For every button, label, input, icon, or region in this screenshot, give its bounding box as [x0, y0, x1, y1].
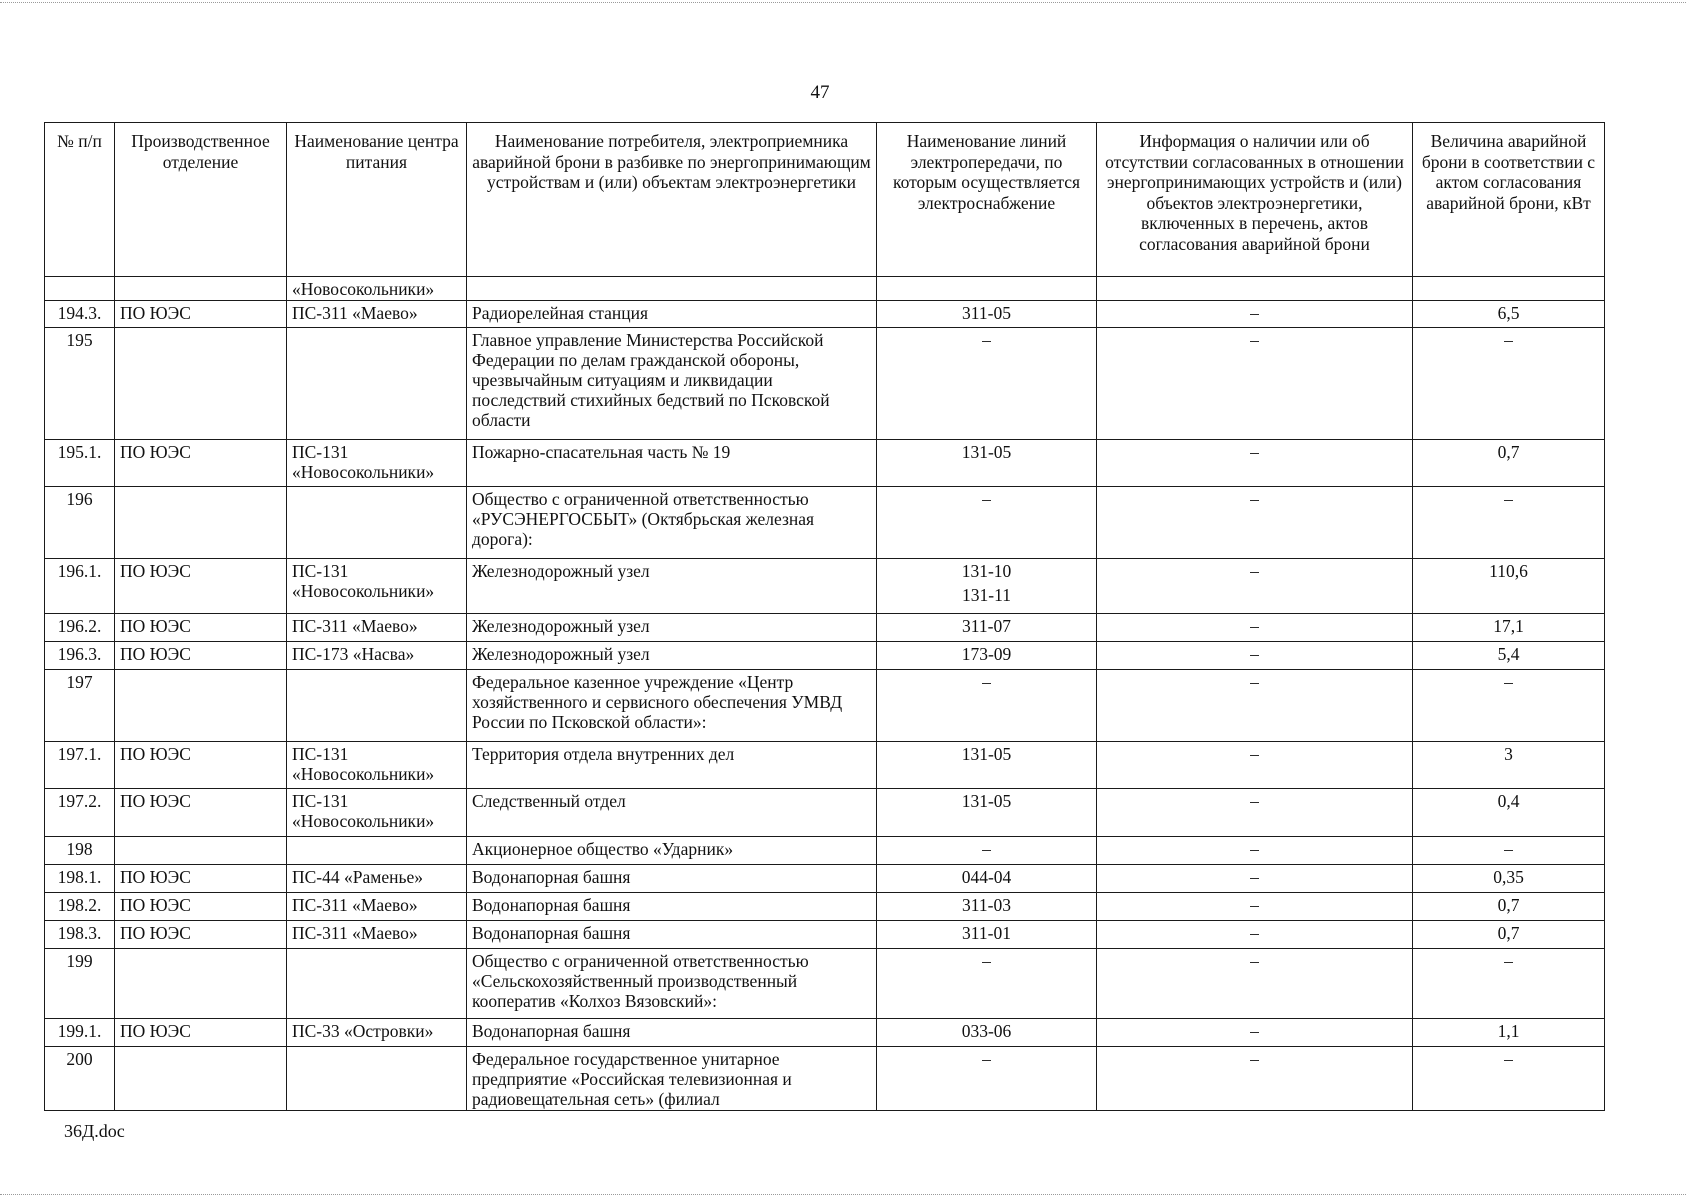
cell-department: ПО ЮЭС	[115, 789, 287, 837]
power-line-code: 131-05	[961, 744, 1012, 764]
cell-power-lines	[877, 277, 1097, 301]
cell-department: ПО ЮЭС	[115, 614, 287, 642]
power-line-code: –	[982, 330, 991, 350]
cell-department	[115, 487, 287, 559]
page-number: 47	[810, 82, 830, 103]
cell-power-lines	[877, 742, 1097, 789]
cell-power-lines	[877, 949, 1097, 1019]
table-row	[45, 328, 1605, 440]
cell-department: ПО ЮЭС	[115, 921, 287, 949]
cell-agreement-info: –	[1097, 1019, 1413, 1047]
footer-filename: 36Д.doc	[64, 1121, 125, 1141]
power-line-code: –	[982, 672, 991, 692]
cell-department: ПО ЮЭС	[115, 1019, 287, 1047]
power-line-code: –	[982, 839, 991, 859]
cell-num: 196.1.	[45, 559, 115, 614]
cell-reserve-value: –	[1413, 487, 1605, 559]
cell-reserve-value: 0,7	[1413, 440, 1605, 487]
cell-power-lines	[877, 837, 1097, 865]
cell-reserve-value: 0,7	[1413, 921, 1605, 949]
cell-reserve-value: –	[1413, 1047, 1605, 1111]
cell-department: ПО ЮЭС	[115, 559, 287, 614]
cell-agreement-info: –	[1097, 865, 1413, 893]
header-consumer: Наименование потребителя, электроприемника аварийной брони в разбивке по энергопринимающим устройствам и (или) объектам электроэнергетики	[467, 123, 877, 277]
cell-power-lines	[877, 921, 1097, 949]
cell-reserve-value: 0,4	[1413, 789, 1605, 837]
cell-consumer: Акционерное общество «Ударник»	[467, 837, 877, 865]
cell-agreement-info: –	[1097, 1047, 1413, 1111]
header-power-center: Наименование центра питания	[287, 123, 467, 277]
table-row	[45, 837, 1605, 865]
table-row	[45, 865, 1605, 893]
cell-num: 199.1.	[45, 1019, 115, 1047]
table-row	[45, 1047, 1605, 1111]
cell-num: 198.1.	[45, 865, 115, 893]
cell-reserve-value: 1,1	[1413, 1019, 1605, 1047]
cell-power-center: ПС-311 «Маево»	[287, 301, 467, 328]
cell-consumer: Радиорелейная станция	[467, 301, 877, 328]
power-line-code: 033-06	[961, 1021, 1012, 1041]
table-row	[45, 487, 1605, 559]
cell-agreement-info: –	[1097, 949, 1413, 1019]
power-line-code: 131-10	[961, 561, 1012, 581]
scan-edge-top	[0, 2, 1686, 3]
power-line-code: –	[982, 1049, 991, 1069]
cell-power-lines	[877, 1047, 1097, 1111]
cell-consumer	[467, 277, 877, 301]
cell-power-center	[287, 670, 467, 742]
cell-department	[115, 949, 287, 1019]
cell-reserve-value: 110,6	[1413, 559, 1605, 614]
cell-agreement-info: –	[1097, 440, 1413, 487]
cell-agreement-info: –	[1097, 837, 1413, 865]
cell-power-center: ПС-311 «Маево»	[287, 614, 467, 642]
cell-num: 197.1.	[45, 742, 115, 789]
cell-reserve-value	[1413, 277, 1605, 301]
table-row	[45, 614, 1605, 642]
cell-power-center	[287, 949, 467, 1019]
cell-power-center: ПС-311 «Маево»	[287, 893, 467, 921]
power-line-code: 131-05	[961, 442, 1012, 462]
table-row	[45, 670, 1605, 742]
cell-power-lines	[877, 559, 1097, 614]
header-department: Производственное отделение	[115, 123, 287, 277]
cell-power-lines	[877, 487, 1097, 559]
table-row	[45, 440, 1605, 487]
table-row	[45, 742, 1605, 789]
cell-num: 199	[45, 949, 115, 1019]
cell-num: 200	[45, 1047, 115, 1111]
power-line-code: 173-09	[961, 644, 1012, 664]
header-agreement-info: Информация о наличии или об отсутствии согласованных в отношении энергопринимающих устройств и (или) объектов электроэнергетики, включенных в перечень, актов согласования аварийной брони	[1097, 123, 1413, 277]
cell-consumer: Следственный отдел	[467, 789, 877, 837]
cell-power-center: ПС-131 «Новосокольники»	[287, 440, 467, 487]
cell-power-lines	[877, 893, 1097, 921]
cell-department: ПО ЮЭС	[115, 642, 287, 670]
cell-consumer: Железнодорожный узел	[467, 559, 877, 614]
cell-power-lines	[877, 642, 1097, 670]
cell-reserve-value: –	[1413, 328, 1605, 440]
table-row	[45, 949, 1605, 1019]
cell-agreement-info: –	[1097, 301, 1413, 328]
cell-power-lines	[877, 614, 1097, 642]
cell-consumer: Главное управление Министерства Российской Федерации по делам гражданской обороны, чрезвычайным ситуациям и ликвидации последствий стихийных бедствий по Псковской области	[467, 328, 877, 440]
cell-agreement-info: –	[1097, 893, 1413, 921]
cell-power-center	[287, 487, 467, 559]
power-line-code: 044-04	[961, 867, 1012, 887]
cell-num: 195.1.	[45, 440, 115, 487]
cell-num: 197	[45, 670, 115, 742]
power-line-code: –	[982, 489, 991, 509]
cell-reserve-value: –	[1413, 949, 1605, 1019]
cell-power-lines	[877, 670, 1097, 742]
cell-num: 198.2.	[45, 893, 115, 921]
cell-consumer: Пожарно-спасательная часть № 19	[467, 440, 877, 487]
cell-department: ПО ЮЭС	[115, 742, 287, 789]
cell-consumer: Водонапорная башня	[467, 865, 877, 893]
cell-num: 196.2.	[45, 614, 115, 642]
cell-agreement-info: –	[1097, 642, 1413, 670]
power-line-code: 311-01	[962, 923, 1011, 943]
table-row	[45, 301, 1605, 328]
cell-power-center	[287, 328, 467, 440]
emergency-reserve-table	[44, 122, 1605, 1111]
power-line-code: 131-11	[962, 585, 1011, 605]
header-reserve-value: Величина аварийной брони в соответствии с актом согласования аварийной брони, кВт	[1413, 123, 1605, 277]
table-row	[45, 559, 1605, 614]
cell-department	[115, 328, 287, 440]
cell-reserve-value: 5,4	[1413, 642, 1605, 670]
cell-power-center: ПС-44 «Раменье»	[287, 865, 467, 893]
cell-agreement-info: –	[1097, 789, 1413, 837]
table-row	[45, 893, 1605, 921]
cell-reserve-value: 0,7	[1413, 893, 1605, 921]
cell-agreement-info: –	[1097, 670, 1413, 742]
table-row	[45, 277, 1605, 301]
table-row	[45, 789, 1605, 837]
cell-agreement-info: –	[1097, 328, 1413, 440]
cell-num	[45, 277, 115, 301]
cell-power-center: ПС-33 «Островки»	[287, 1019, 467, 1047]
cell-num: 196	[45, 487, 115, 559]
cell-num: 198	[45, 837, 115, 865]
cell-consumer: Водонапорная башня	[467, 1019, 877, 1047]
table-row	[45, 921, 1605, 949]
cell-agreement-info: –	[1097, 559, 1413, 614]
cell-power-center: «Новосокольники»	[287, 277, 467, 301]
cell-department: ПО ЮЭС	[115, 440, 287, 487]
cell-power-lines	[877, 865, 1097, 893]
cell-department: ПО ЮЭС	[115, 893, 287, 921]
cell-power-center: ПС-173 «Насва»	[287, 642, 467, 670]
cell-power-lines	[877, 789, 1097, 837]
table-row	[45, 642, 1605, 670]
cell-agreement-info: –	[1097, 487, 1413, 559]
cell-power-center: ПС-131 «Новосокольники»	[287, 789, 467, 837]
cell-department	[115, 670, 287, 742]
cell-consumer: Федеральное государственное унитарное предприятие «Российская телевизионная и радиовещательная сеть» (филиал	[467, 1047, 877, 1111]
cell-consumer: Железнодорожный узел	[467, 614, 877, 642]
cell-power-center: ПС-131 «Новосокольники»	[287, 559, 467, 614]
cell-reserve-value: –	[1413, 670, 1605, 742]
cell-agreement-info	[1097, 277, 1413, 301]
table-row	[45, 1019, 1605, 1047]
cell-department	[115, 1047, 287, 1111]
cell-reserve-value: –	[1413, 837, 1605, 865]
power-line-code: 131-05	[961, 791, 1012, 811]
cell-reserve-value: 3	[1413, 742, 1605, 789]
cell-department: ПО ЮЭС	[115, 301, 287, 328]
cell-consumer: Водонапорная башня	[467, 921, 877, 949]
cell-power-lines	[877, 328, 1097, 440]
cell-consumer: Федеральное казенное учреждение «Центр хозяйственного и сервисного обеспечения УМВД России по Псковской области»:	[467, 670, 877, 742]
cell-consumer: Железнодорожный узел	[467, 642, 877, 670]
cell-reserve-value: 17,1	[1413, 614, 1605, 642]
cell-reserve-value: 6,5	[1413, 301, 1605, 328]
cell-agreement-info: –	[1097, 921, 1413, 949]
cell-power-lines	[877, 301, 1097, 328]
cell-department	[115, 837, 287, 865]
cell-num: 194.3.	[45, 301, 115, 328]
power-line-code: 311-05	[962, 303, 1011, 323]
cell-department	[115, 277, 287, 301]
power-line-code: 311-03	[962, 895, 1011, 915]
header-power-lines: Наименование линий электропередачи, по которым осуществляется электроснабжение	[877, 123, 1097, 277]
cell-num: 198.3.	[45, 921, 115, 949]
cell-num: 197.2.	[45, 789, 115, 837]
cell-power-center: ПС-311 «Маево»	[287, 921, 467, 949]
table-header-row	[45, 123, 1605, 277]
cell-consumer: Водонапорная башня	[467, 893, 877, 921]
header-num: № п/п	[45, 123, 115, 277]
cell-num: 195	[45, 328, 115, 440]
cell-num: 196.3.	[45, 642, 115, 670]
power-line-code: 311-07	[962, 616, 1011, 636]
cell-reserve-value: 0,35	[1413, 865, 1605, 893]
cell-consumer: Общество с ограниченной ответственностью «РУСЭНЕРГОСБЫТ» (Октябрьская железная дорога):	[467, 487, 877, 559]
cell-department: ПО ЮЭС	[115, 865, 287, 893]
cell-power-center	[287, 1047, 467, 1111]
cell-power-lines	[877, 440, 1097, 487]
cell-agreement-info: –	[1097, 614, 1413, 642]
cell-consumer: Территория отдела внутренних дел	[467, 742, 877, 789]
cell-power-lines	[877, 1019, 1097, 1047]
cell-power-center: ПС-131 «Новосокольники»	[287, 742, 467, 789]
cell-agreement-info: –	[1097, 742, 1413, 789]
scan-edge-bottom	[0, 1194, 1686, 1195]
cell-consumer: Общество с ограниченной ответственностью «Сельскохозяйственный производственный кооператив «Колхоз Вязовский»:	[467, 949, 877, 1019]
power-line-code: –	[982, 951, 991, 971]
cell-power-center	[287, 837, 467, 865]
